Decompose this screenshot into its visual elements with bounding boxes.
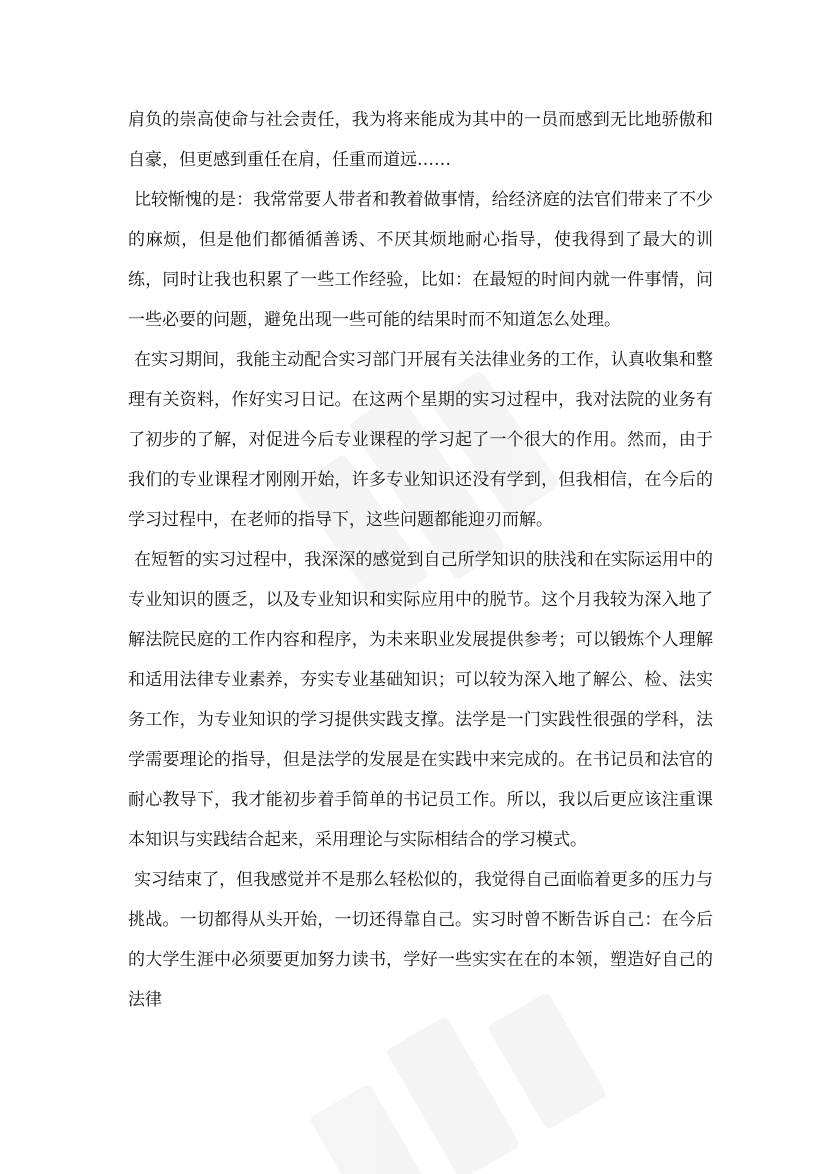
paragraph-internship-period: 在实习期间，我能主动配合实习部门开展有关法律业务的工作，认真收集和整理有关资料，作好实习日记。在这两个星期的实习过程中，我对法院的业务有了初步的了解，对促进今后专业课程的学习起了一个很大的作用。然而，由于我们的专业课程才刚刚开始，许多专业知识还没有学到，但我相信，在今后的学习过程中，在老师的指导下，这些问题都能迎刃而解。 <box>128 350 713 530</box>
document-body <box>128 100 713 1020</box>
paragraph-continuation: 肩负的崇高使命与社会责任，我为将来能成为其中的一员而感到无比地骄傲和自豪，但更感到重任在肩，任重而道远…… <box>128 110 713 170</box>
paragraph-reflection: 比较惭愧的是：我常常要人带者和教着做事情，给经济庭的法官们带来了不少的麻烦，但是他们都循循善诱、不厌其烦地耐心指导，使我得到了最大的训练，同时让我也积累了一些工作经验，比如：在最短的时间内就一件事情，问一些必要的问题，避免出现一些可能的结果时而不知道怎么处理。 <box>128 190 713 330</box>
paragraph-learning-insights: 在短暂的实习过程中，我深深的感觉到自己所学知识的肤浅和在实际运用中的专业知识的匮乏，以及专业知识和实际应用中的脱节。这个月我较为深入地了解法院民庭的工作内容和程序，为未来职业发展提供参考；可以锻炼个人理解和适用法律专业素养，夯实专业基础知识；可以较为深入地了解公、检、法实务工作，为专业知识的学习提供实践支撑。法学是一门实践性很强的学科，法学需要理论的指导，但是法学的发展是在实践中来完成的。在书记员和法官的耐心教导下，我才能初步着手简单的书记员工作。所以，我以后更应该注重课本知识与实践结合起来，采用理论与实际相结合的学习模式。 <box>128 550 713 850</box>
paragraph-conclusion: 实习结束了，但我感觉并不是那么轻松似的，我觉得自己面临着更多的压力与挑战。一切都得从头开始，一切还得靠自己。实习时曾不断告诉自己：在今后的大学生涯中必须要更加努力读书，学好一些实实在在的本领，塑造好自己的法律 <box>128 870 713 1010</box>
